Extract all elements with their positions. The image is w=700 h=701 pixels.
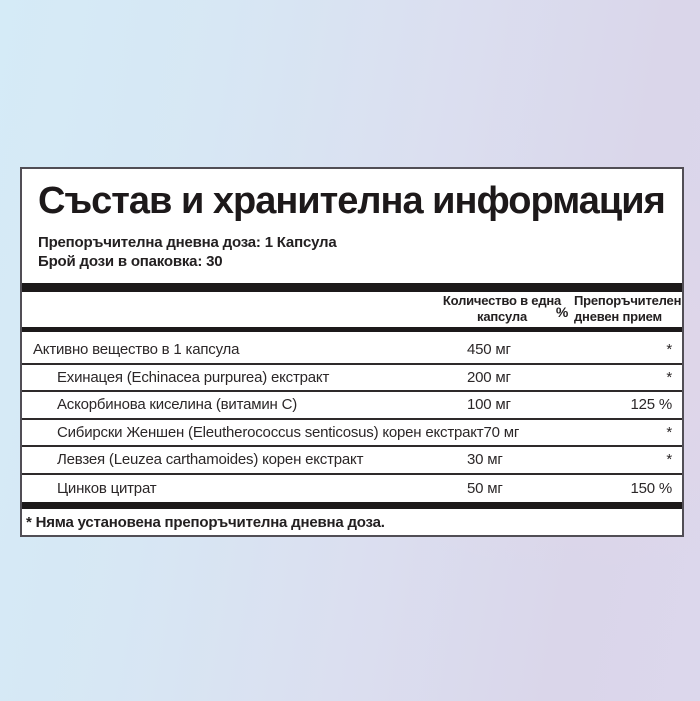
nutrition-facts-content xyxy=(22,169,682,535)
percent-symbol: % xyxy=(555,303,569,320)
ingredient-name: Активно вещество в 1 капсула xyxy=(33,341,240,359)
serving-info xyxy=(38,233,337,271)
ingredients-table-body xyxy=(22,337,682,502)
ingredient-daily-percent: * xyxy=(666,368,672,386)
thick-divider-top xyxy=(22,283,682,292)
ingredient-daily-percent: 125 % xyxy=(630,396,672,414)
table-row xyxy=(22,447,682,475)
table-row xyxy=(22,420,682,448)
table-row xyxy=(22,365,682,393)
ingredient-daily-percent: * xyxy=(666,341,672,359)
ingredient-amount: 70 мг xyxy=(483,423,520,441)
ingredient-amount: 200 мг xyxy=(467,368,511,386)
nutrition-facts-panel xyxy=(20,167,684,537)
serving-dose-line: Препоръчителна дневна доза: 1 Капсула xyxy=(38,234,337,251)
table-row xyxy=(22,392,682,420)
ingredient-amount: 30 мг xyxy=(467,451,503,469)
ingredient-name: Сибирски Женшен (Eleutherococcus senticosus) корен екстракт xyxy=(57,423,484,441)
ingredient-name: Аскорбинова киселина (витамин C) xyxy=(57,396,297,414)
table-row xyxy=(22,475,682,503)
ingredient-daily-percent: * xyxy=(666,451,672,469)
column-header-daily-intake: Препоръчителен дневен прием xyxy=(574,292,682,324)
panel-title: Състав и хранителна информация xyxy=(38,180,665,222)
ingredient-daily-percent: * xyxy=(666,423,672,441)
ingredient-amount: 50 мг xyxy=(467,479,503,497)
ingredient-name: Ехинацея (Echinacea purpurea) екстракт xyxy=(57,368,330,386)
ingredient-daily-percent: 150 % xyxy=(630,479,672,497)
footnote: * Няма установена препоръчителна дневна доза. xyxy=(26,513,385,531)
ingredient-amount: 450 мг xyxy=(467,341,511,359)
ingredient-amount: 100 мг xyxy=(467,396,511,414)
thick-divider-bottom xyxy=(22,502,682,509)
ingredient-name: Левзея (Leuzea carthamoides) корен екстракт xyxy=(57,451,364,469)
servings-per-pack-line: Брой дози в опаковка: 30 xyxy=(38,253,223,270)
table-header-row xyxy=(22,292,682,332)
column-header-amount: Количество в една капсула xyxy=(442,292,562,324)
table-row xyxy=(22,337,682,365)
ingredient-name: Цинков цитрат xyxy=(57,479,157,497)
